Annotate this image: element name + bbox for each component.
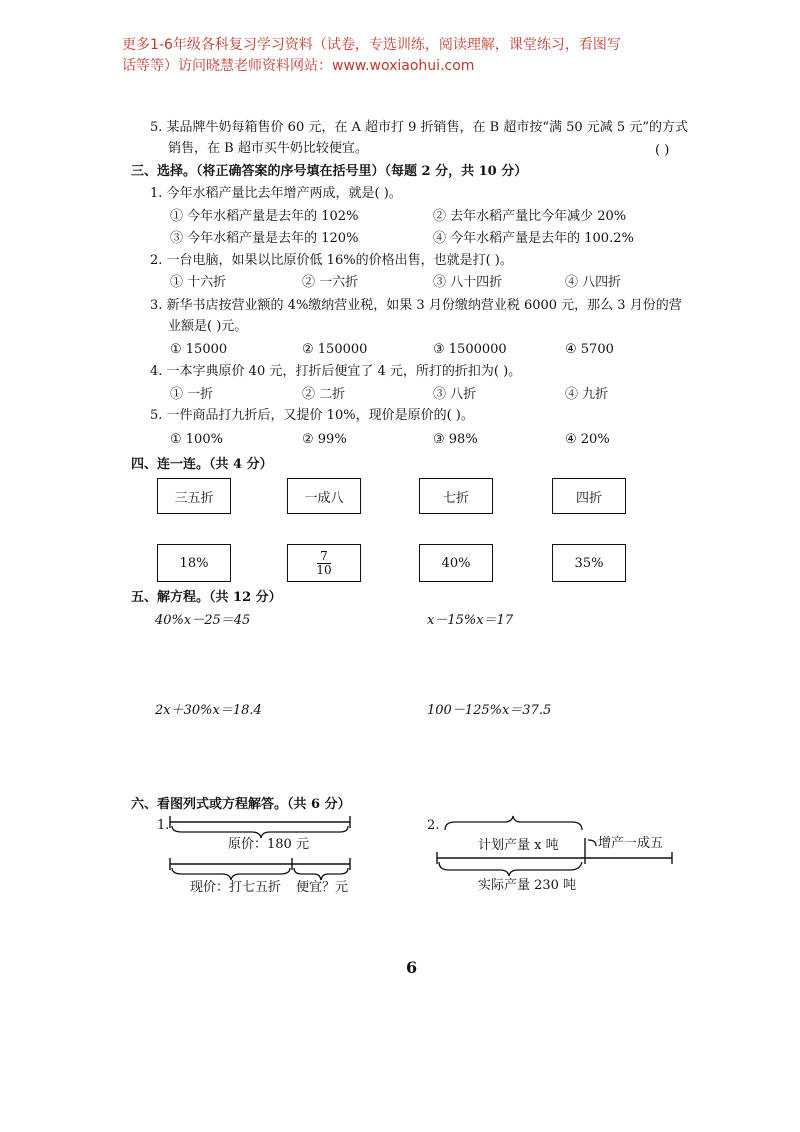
choice-q4-option-4: ④ 九折: [565, 387, 609, 402]
choice-q2-option-4: ④ 八四折: [565, 275, 622, 290]
equation-1: 40%x－25＝45: [155, 613, 251, 628]
match-bottom-box-4[interactable]: 35%: [552, 544, 626, 582]
page-number: 6: [406, 958, 418, 977]
fraction-numerator: 7: [320, 548, 328, 563]
problem-1-number: 1.: [157, 818, 170, 833]
judge-question-5-line2: 销售，在 B 超市买牛奶比较便宜。: [168, 141, 368, 156]
choice-q5-option-2: ② 99%: [302, 432, 347, 447]
choice-q4-option-2: ② 二折: [302, 387, 346, 402]
equation-2: x－15%x＝17: [427, 613, 514, 628]
answer-paren[interactable]: ( ): [655, 143, 670, 158]
choice-q2-stem: 2. 一台电脑，如果以比原价低 16%的价格出售，也就是打( )。: [150, 253, 513, 268]
choice-q1-option-2: ② 去年水稻产量比今年减少 20%: [433, 209, 627, 224]
choice-q1-option-4: ④ 今年水稻产量是去年的 100.2%: [433, 231, 634, 246]
choice-q3-stem: 3. 新华书店按营业额的 4%缴纳营业税，如果 3 月份缴纳营业税 6000 元，那么 3 月份的营: [150, 298, 682, 313]
problem-1-discount-label: 便宜？元: [296, 880, 349, 895]
fraction-denominator: 10: [316, 562, 332, 577]
choice-q3-option-2: ② 150000: [302, 342, 368, 357]
choice-q4-option-1: ① 一折: [170, 387, 214, 402]
section-3-title: 三、选择。（将正确答案的序号填在括号里）（每题 2 分，共 10 分）: [131, 164, 528, 179]
section-6-title: 六、看图列式或方程解答。（共 6 分）: [131, 797, 351, 812]
match-top-box-4[interactable]: 四折: [552, 478, 626, 514]
problem-1-current-price-brace: [170, 858, 350, 880]
problem-2-number: 2.: [427, 818, 440, 833]
choice-q5-option-3: ③ 98%: [433, 432, 478, 447]
choice-q3-option-4: ④ 5700: [565, 342, 614, 357]
problem-2-actual-brace: [439, 862, 582, 876]
equation-3: 2x＋30%x＝18.4: [155, 703, 262, 718]
problem-2-actual-label: 实际产量 230 吨: [478, 878, 577, 893]
choice-q2-option-2: ② 一六折: [302, 275, 359, 290]
choice-q5-option-1: ① 100%: [170, 432, 223, 447]
problem-2-planned-label: 计划产量 x 吨: [474, 836, 563, 856]
choice-q2-option-3: ③ 八十四折: [433, 275, 503, 290]
problem-2-increase-label: 增产一成五: [598, 836, 664, 851]
match-top-box-3[interactable]: 七折: [419, 478, 493, 514]
match-top-box-1[interactable]: 三五折: [157, 478, 231, 514]
problem-1-original-price-label: 原价：180 元: [228, 837, 309, 852]
promo-line-2: 话等等）访问晓慧老师资料网站：www.woxiaohui.com: [122, 58, 475, 74]
section-5-title: 五、解方程。（共 12 分）: [131, 590, 282, 605]
match-top-box-2[interactable]: 一成八: [287, 478, 361, 514]
promo-line-1: 更多1-6年级各科复习学习资料（试卷，专选训练，阅读理解，课堂练习，看图写: [122, 37, 621, 53]
match-bottom-box-3[interactable]: 40%: [419, 544, 493, 582]
choice-q3-option-3: ③ 1500000: [433, 342, 507, 357]
choice-q1-option-3: ③ 今年水稻产量是去年的 120%: [170, 231, 359, 246]
choice-q4-option-3: ③ 八折: [433, 387, 477, 402]
judge-question-5: 5. 某品牌牛奶每箱售价 60 元，在 A 超市打 9 折销售，在 B 超市按“满 50 元减 5 元”的方式: [150, 120, 688, 135]
choice-q5-stem: 5. 一件商品打九折后，又提价 10%，现价是原价的( )。: [150, 408, 474, 423]
choice-q5-option-4: ④ 20%: [565, 432, 610, 447]
choice-q4-stem: 4. 一本字典原价 40 元，打折后便宜了 4 元，所打的折扣为( )。: [150, 364, 522, 379]
section-4-title: 四、连一连。（共 4 分）: [131, 457, 273, 472]
choice-q3-option-1: ① 15000: [170, 342, 228, 357]
problem-1-current-price-label: 现价：打七五折: [190, 880, 282, 895]
choice-q2-option-1: ① 十六折: [170, 275, 227, 290]
choice-q1-option-1: ① 今年水稻产量是去年的 102%: [170, 209, 359, 224]
equation-4: 100－125%x＝37.5: [427, 703, 552, 718]
match-bottom-box-1[interactable]: 18%: [157, 544, 231, 582]
choice-q1-stem: 1. 今年水稻产量比去年增产两成，就是( )。: [150, 186, 402, 201]
choice-q3-stem-line2: 业额是( )元。: [168, 319, 248, 334]
